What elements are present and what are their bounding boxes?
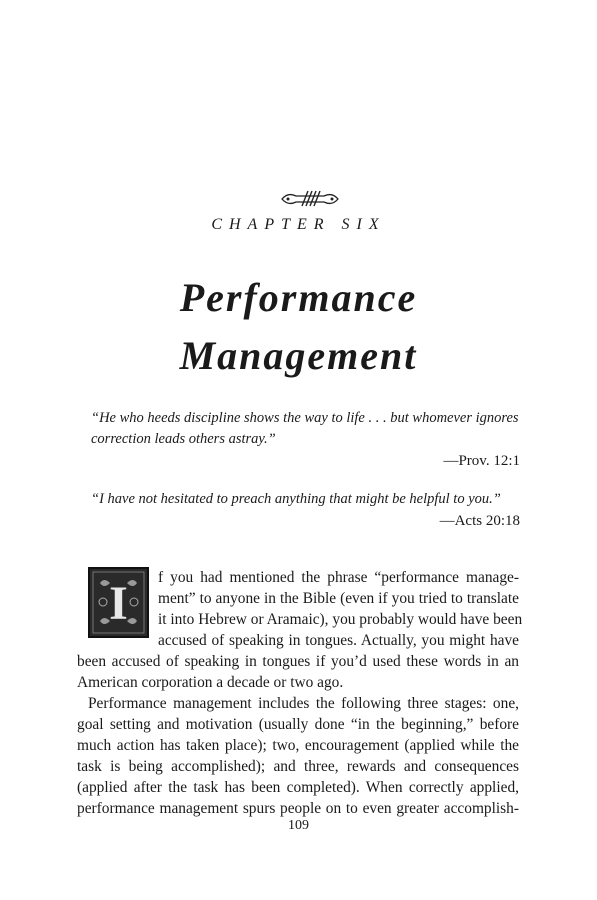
body-line-7: Performance management includes the following three stages: one, <box>88 695 519 712</box>
chapter-ornament-icon <box>278 186 342 212</box>
body-line-4: accused of speaking in tongues. Actually, you might have <box>158 632 519 649</box>
body-line-9: much action has taken place); two, encouragement (applied while the <box>77 737 519 754</box>
drop-cap-letter: I <box>109 577 128 630</box>
body-line-3: it into Hebrew or Aramaic), you probably would have been <box>158 611 523 628</box>
drop-cap-ornament-icon <box>90 569 147 636</box>
chapter-label: CHAPTER SIX <box>211 216 386 233</box>
page-number: 109 <box>288 818 309 833</box>
body-line-11: (applied after the task has been completed). When correctly applied, <box>77 779 519 796</box>
chapter-title-line-2: Management <box>179 333 418 378</box>
body-line-8: goal setting and motivation (usually done “in the beginning,” before <box>77 716 519 733</box>
epigraph-2-line-1: “I have not hesitated to preach anything that might be helpful to you.” <box>91 491 501 507</box>
body-line-12: performance management spurs people on to even greater accomplish- <box>77 800 519 817</box>
chapter-title-line-1: Performance <box>179 275 418 320</box>
body-line-2: ment” to anyone in the Bible (even if you tried to translate <box>158 590 519 607</box>
epigraph-1-citation: —Prov. 12:1 <box>443 453 520 469</box>
epigraph-1-line-2: correction leads others astray.” <box>91 431 276 447</box>
body-line-1: f you had mentioned the phrase “performance manage- <box>158 569 519 586</box>
body-line-6: American corporation a decade or two ago. <box>77 674 344 691</box>
epigraph-2-citation: —Acts 20:18 <box>439 513 520 529</box>
drop-cap <box>88 567 149 638</box>
epigraph-1-line-1: “He who heeds discipline shows the way to life . . . but whomever ignores <box>91 410 519 426</box>
epigraph-2 <box>91 489 531 510</box>
body-line-5: been accused of speaking in tongues if you’d used these words in an <box>77 653 519 670</box>
body-line-10: task is being accomplished); and three, rewards and consequences <box>77 758 519 775</box>
epigraph-1 <box>91 408 531 450</box>
